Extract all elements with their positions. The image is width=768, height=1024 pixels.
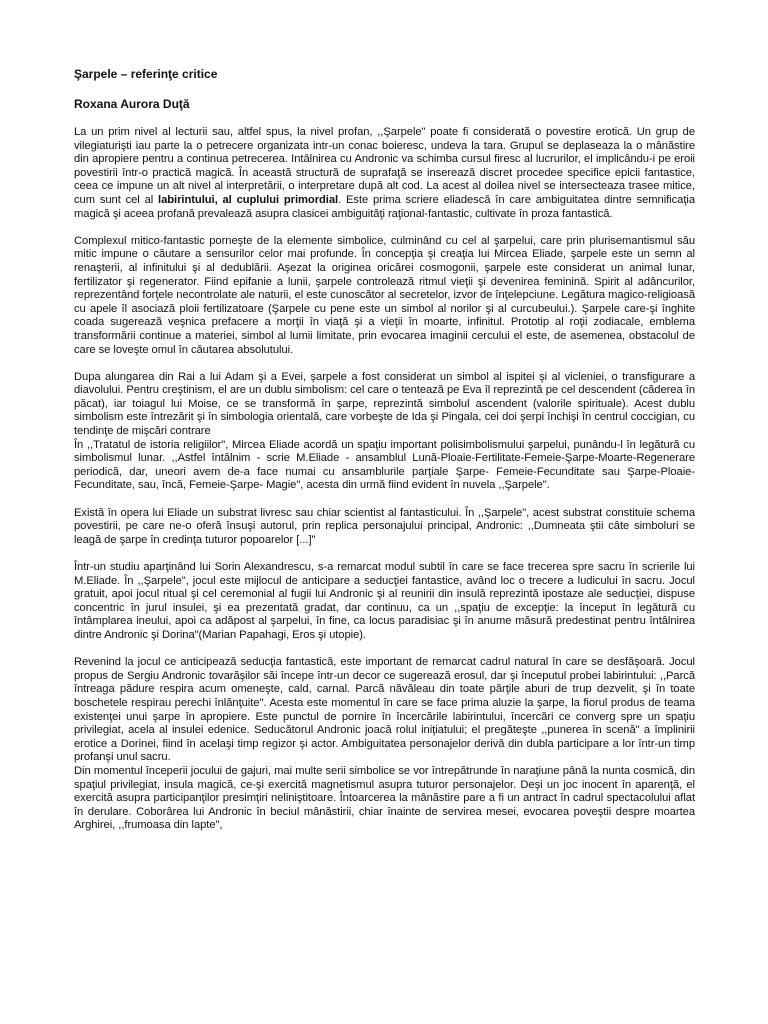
paragraph-4: În ,,Tratatul de istoria religiilor", Mircea Eliade acordă un spaţiu important polisimbolismului şarpelui, punându-l în legătură cu simbolismul lunar. ,,Astfel întâlnim - scrie M.Eliade - ansamblul Lună-Ploaie-Fertilitate-Femeie-Şarpe-Moarte-Regenerare periodică, dar, uneori avem de-a face numai cu ansamblurile parţiale Şarpe- Femeie-Fecunditate sau Şarpe-Ploaie-Fecunditate, sau, încă, Femeie-Şarpe- Magie", acesta din urmă fiind evident în nuvela ,,Şarpele".: [74, 438, 695, 492]
paragraph-1-before: La un prim nivel al lecturii sau, altfel spus, la nivel profan, ,,Şarpele" poate fi considerată o povestire erotică. Un grup de vilegiaturişti iau parte la o petrecere organizata intr-un conac boieresc, undeva la tara. Grupul se deplaseaza la o mânăstire din apropiere pentru a continua petrecerea. Intâlnirea cu Andronic va schimba cursul firesc al lucrurilor, el implicându-i pe eroii povestirii într-o practică magică. În această structură de suprafaţă se inserează discret procedee specifice epicii fantastice, ceea ce impune un alt nivel al interpretării, o interpretare după alt cod. La acest al doilea nivel se intersecteaza trasee mitice, cum sunt cel al: [74, 126, 695, 206]
paragraph-1-bold: labirintului, al cuplului primordial: [158, 193, 339, 206]
document-title: Şarpele – referinţe critice: [74, 67, 218, 81]
document-page: [74, 66, 695, 833]
document-author: Roxana Aurora Duţă: [74, 97, 190, 111]
paragraph-8: Din momentul începerii jocului de gajuri, mai multe serii simbolice se vor întrepătrunde în naraţiune până la nunta cosmică, din spaţiul privilegiat, insula magică, ce-şi exercită magnetismul asupra tuturor personajelor. Deşi un joc inocent în aparenţă, el exercită asupra participanţilor presimţiri neliniştitoare. Întoarcerea la mânăstire pare a fi un antract în cadrul spectacolului aflat în derulare. Coborârea lui Andronic în beciul mânăstirii, chiar înainte de servirea mesei, evocarea poveştii despre moartea Arghirei, ,,frumoasa din lapte",: [74, 764, 695, 832]
paragraph-5: Există în opera lui Eliade un substrat livresc sau chiar scientist al fantasticului. În ,,Şarpele", acest substrat constituie schema povestirii, pe care ne-o oferă însuşi autorul, prin replica personajului principal, Andronic: ,,Dumneata ştii câte simboluri se leagă de şarpe în credinţa tuturor popoarelor [...]": [74, 506, 695, 546]
paragraph-2: Complexul mitico-fantastic porneşte de la elemente simbolice, culminând cu cel al şarpelui, care prin plurisemantismul său mitic impune o căutare a sensurilor celor mai profunde. În concepţia şi creaţia lui Mircea Eliade, şarpele este un semn al renaşterii, al infinitului şi al dedublării. Aşezat la originea oricărei cosmogonii, şarpele este considerat un animal lunar, fertilizator şi regenerator. Fiind epifanie a lunii, şarpele controlează ritmul vieţii şi devenirea feminină. Spirit al adâncurilor, reprezentând forţele necontrolate ale naturii, el este cunoscător al secretelor, izvor de înţelepciune. Legătura magico-religioasă cu apele îl asociază ploii fertilizatoare (Şarpele cu pene este un simbol al norilor şi al curcubeului.). Şarpele care-şi înghite coada sugerează veşnica prefacere a morţii în viaţă şi a vieţii în moarte, infinitul. Prototip al roţii zodiacale, emblema transformării continue a materiei, simbol al lumii limitate, prin evocarea imaginii cercului el este, de asemenea, obstacolul de care se loveşte omul în căutarea absolutului.: [74, 234, 695, 356]
paragraph-1: [74, 126, 695, 221]
paragraph-6: Într-un studiu aparţinând lui Sorin Alexandrescu, s-a remarcat modul subtil în care se face trecerea spre sacru în scrierile lui M.Eliade. În ,,Şarpele", jocul este mijlocul de anticipare a seducţiei fantastice, având loc o trecere a ludicului în sacru. Jocul gratuit, apoi jocul ritual şi cel ceremonial al fugii lui Andronic şi al reunirii din insulă reprezintă ipostaze ale seducţiei, dispuse concentric în jurul insulei, şi ea prezentată gradat, dar continuu, ca un ,,spaţiu de excepţie: la început în legătură cu întâmplarea ineului, apoi ca adăpost al şarpelui, în fine, ca locus paradisiac şi în anume măsură predestinat pentru întâlnirea dintre Andronic şi Dorina"(Marian Papahagi, Eros şi utopie).: [74, 561, 695, 641]
paragraph-1-after: . Este prima scriere eliadescă în care ambiguitatea dintre semnificaţia magică şi aceea profană prevalează asupra clasicei ambiguităţi raţional-fantastic, cultivate în proza fantastică.: [74, 193, 695, 220]
paragraph-7: Revenind la jocul ce anticipează seducţia fantastică, este important de remarcat cadrul natural în care se desfăşoară. Jocul propus de Sergiu Andronic tovarăşilor săi începe într-un decor ce sugerează erosul, dar şi începutul probei labirintului: ,,Parcă întreaga pădure respira acum omeneşte, cald, carnal. Parcă năvăleau din toate părţile aburi de trup dezvelit, şi în toate boschetele respirau perechi înlănţuite". Acesta este momentul în care se face prima aluzie la şarpe, la fiorul produs de teama existenţei unui şarpe în apropiere. Este punctul de pornire în încercările labirintului, încercări ce converg spre un spaţiu privilegiat, acela al insulei edenice. Seducătorul Andronic joacă rolul iniţiatului; el pregăteşte ,,punerea în scenă" a împlinirii erotice a Dorinei, fiind în acelaşi timp regizor şi actor. Ambiguitatea personajelor derivă din dubla participare a lor într-un timp profanşi unul sacru.: [74, 656, 695, 764]
paragraph-3: Dupa alungarea din Rai a lui Adam şi a Evei, şarpele a fost considerat un simbol al ispitei şi al vicleniei, o transfigurare a diavolului. Pentru creştinism, el are un dublu simbolism: cel care o tentează pe Eva îl reprezintă pe cel descendent (căderea în păcat), iar toiagul lui Moise, ce se transformă în şarpe, reprezintă simbolul ascendent (valorile spirituale). Acest dublu simbolism este întrezărit şi în simbologia orientală, care vorbeşte de Ida şi Pingala, cei doi şerpi închişi în centrul coccigian, cu tendinţe de mişcări contrare: [74, 370, 695, 438]
